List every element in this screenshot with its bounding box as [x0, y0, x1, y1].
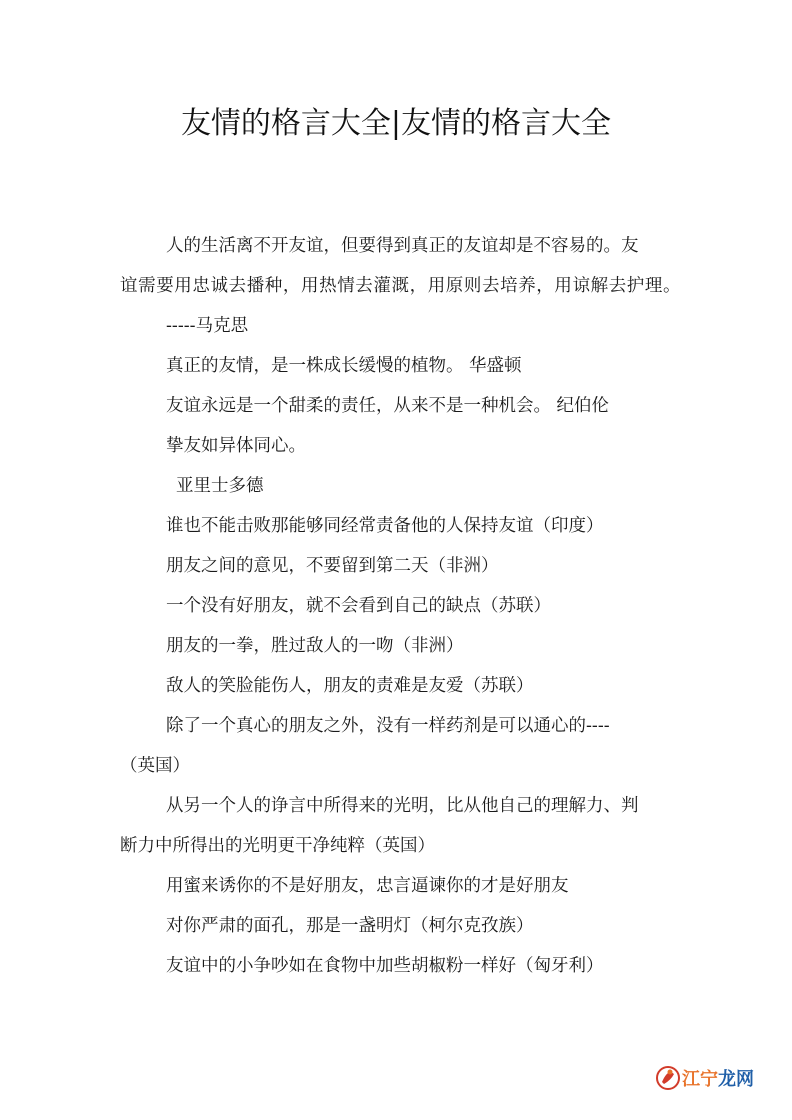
watermark-text: 江宁龙网: [682, 1069, 754, 1090]
text-line: 友谊中的小争吵如在食物中加些胡椒粉一样好（匈牙利）: [166, 956, 604, 976]
text-line: 朋友的一拳，胜过敌人的一吻（非洲）: [166, 636, 464, 656]
text-line: 除了一个真心的朋友之外，没有一样药剂是可以通心的----: [166, 716, 610, 736]
text-line: 挚友如异体同心。: [166, 436, 306, 456]
text-line: 敌人的笑脸能伤人，朋友的责难是友爱（苏联）: [166, 676, 534, 696]
text-line: 亚里士多德: [176, 476, 264, 496]
logo-icon: [657, 1067, 679, 1089]
text-line: 从另一个人的诤言中所得来的光明，比从他自己的理解力、判: [166, 796, 639, 816]
text-line: 对你严肃的面孔，那是一盏明灯（柯尔克孜族）: [166, 916, 534, 936]
site-watermark-logo: [654, 1056, 758, 1100]
text-line: 真正的友情，是一株成长缓慢的植物。 华盛顿: [166, 356, 522, 376]
text-line: 友谊永远是一个甜柔的责任，从来不是一种机会。 纪伯伦: [166, 396, 610, 416]
document-body: [120, 226, 680, 986]
text-line: 断力中所得出的光明更干净纯粹（英国）: [120, 836, 435, 856]
page-title: 友情的格言大全|友情的格言大全: [180, 106, 612, 141]
text-line: 朋友之间的意见，不要留到第二天（非洲）: [166, 556, 499, 576]
text-line: （英国）: [120, 756, 190, 776]
text-line: 一个没有好朋友，就不会看到自己的缺点（苏联）: [166, 596, 551, 616]
text-line: -----马克思: [166, 316, 249, 336]
text-line: 人的生活离不开友谊，但要得到真正的友谊却是不容易的。友: [166, 236, 639, 256]
text-line: 谊需要用忠诚去播种，用热情去灌溉，用原则去培养，用谅解去护理。: [120, 276, 682, 296]
text-line: 谁也不能击败那能够同经常责备他的人保持友谊（印度）: [166, 516, 604, 536]
text-line: 用蜜来诱你的不是好朋友，忠言逼谏你的才是好朋友: [166, 876, 569, 896]
